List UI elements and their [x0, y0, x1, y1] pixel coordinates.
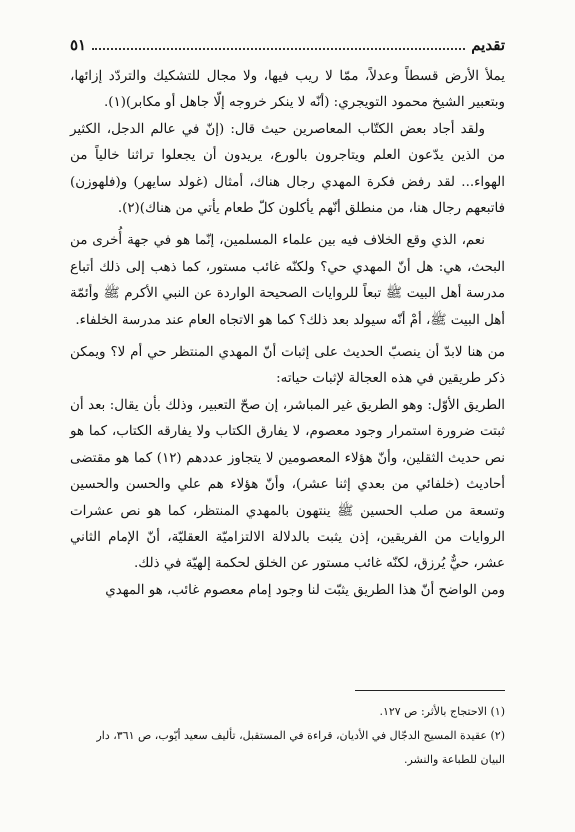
footnote: (١) الاحتجاج بالأثر: ص ١٢٧. — [379, 705, 505, 718]
paragraph: ومن الواضح أنّ هذا الطريق يثبّت لنا وجود إمام معصوم غائب، هو المهدي — [105, 582, 505, 598]
paragraph: نعم، الذي وقع الخلاف فيه بين علماء المسلمين، إنّما هو في جهة أُخرى من البحث، هي: هل أنّ المهدي حي؟ ولكنّه غائب مستور، كما ذهب إلى ذلك أتباع مدرسة أهل البيت ﷺ تبعاً للروايات الصحيحة الواردة عن النبي الأكرم ﷺ وأئمّة أهل البيت ﷺ، أمْ أنّه سيولد بعد ذلك؟ كما هو الاتجاه العام عند مدرسة الخلفاء. — [70, 233, 505, 328]
footnote-separator — [355, 690, 505, 691]
chapter-title: تقديم — [471, 36, 505, 54]
paragraph: ولقد أجاد بعض الكتّاب المعاصرين حيث قال: (إنّ في عالم الدجل، الكثير من الذين يدّعون العلم ويتاجرون بالورع، يريدون أن يجعلوا تراثنا خالياً من الهواء... لقد رفض فكرة المهدي رجال هناك، أمثال (غولد سايهر) و(فلهوزن) فاتبعهم رجال هنا، من منطلق أنّهم يأكلون كلّ طعام يأتي من هناك)(٢). — [70, 121, 505, 217]
running-header — [70, 36, 505, 54]
footnote: (٢) عقيدة المسيح الدجّال في الأديان، قراءة في المستقبل، تأليف سعيد أيّوب، ص ٣٦١، دار البيان للطباعة والنشر. — [96, 729, 505, 766]
header-leader-dots — [92, 48, 465, 50]
paragraph: يملأ الأرض قسطاً وعدلاً، ممّا لا ريب فيها، ولا مجال للتشكيك والتردّد إزائها، وبتعبير الشيخ محمود التويجري: (أنّه لا ينكر خروجه إلّا جاهل أو مكابر)(١). — [70, 69, 505, 111]
paragraph: من هنا لابدّ أن ينصبّ الحديث على إثبات أنّ المهدي المنتظر حي أم لا؟ ويمكن ذكر طريقين في هذه العجالة لإثبات حياته: — [70, 345, 505, 387]
paragraph: الطريق الأوّل: وهو الطريق غير المباشر، إن صحّ التعبير، وذلك بأن يقال: بعد أن ثبتت ضرورة استمرار وجود معصوم، لا يفارق الكتاب ولا يفارقه الكتاب، كما هو نص حديث الثقلين، وأنّ هؤلاء المعصومين لا يتجاوز عددهم (١٢) كما هو مقتضى أحاديث (خلفائي من بعدي إثنا عشر)، وأنّ هؤلاء هم علي والحسن والحسين وتسعة من صلب الحسين ﷺ ينتهون بالمهدي المنتظر، كما هو نص عشرات الروايات من الفريقين، إذن يثبت بالدلالة الالتزاميّة العقليّة، أنّ الإمام الثاني عشر، حيٌّ يُرزق، لكنّه غائب مستور عن الخلق لحكمة إلهيّة في ذلك. — [70, 397, 505, 572]
main-text — [70, 64, 505, 604]
page-number: ٥١ — [70, 36, 87, 54]
footnotes — [70, 700, 505, 772]
